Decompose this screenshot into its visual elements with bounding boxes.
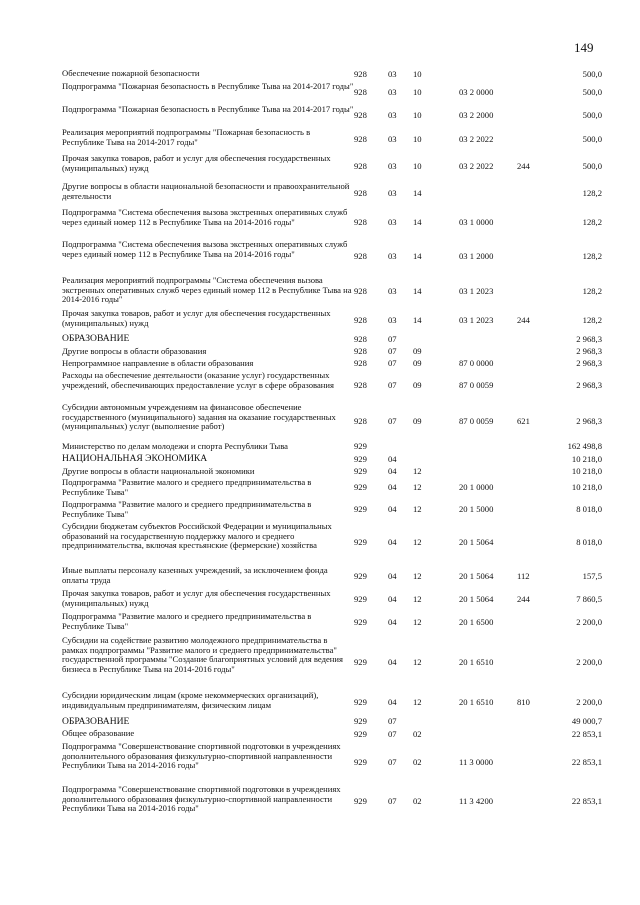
- row-subsection-code: 12: [413, 593, 422, 604]
- row-name: Подпрограмма "Система обеспечения вызова экстренных оперативных служб через единый номер 112 в Республике Тыва на 2014-2016 годы": [62, 207, 348, 227]
- row-section-code: 07: [388, 728, 397, 739]
- row-admin-code: 928: [354, 333, 367, 344]
- table-row: [62, 741, 602, 784]
- row-target-article: [459, 466, 517, 477]
- table-row: [62, 370, 602, 402]
- row-name: Субсидии автономным учреждениям на финансовое обеспечение государственного (муниципального) задания на оказание государственных (муниципальных) услуг (выполнение работ): [62, 402, 336, 432]
- row-admin-code: 928: [354, 380, 367, 391]
- row-name: Расходы на обеспечение деятельности (оказание услуг) государственных учреждений, обеспечивающих предоставление услуг в сфере образования: [62, 370, 334, 390]
- table-row: [62, 453, 602, 466]
- row-amount: 22 853,1: [571, 756, 602, 767]
- row-subsection-code: 09: [413, 358, 422, 369]
- row-name: Подпрограмма "Пожарная безопасность в Республике Тыва на 2014-2017 годы": [62, 104, 354, 114]
- row-amount: 128,2: [582, 314, 602, 325]
- row-amount: 22 853,1: [571, 728, 602, 739]
- budget-table: [62, 68, 602, 820]
- row-admin-code: 929: [354, 593, 367, 604]
- table-row: [62, 716, 602, 728]
- table-row: [62, 466, 602, 477]
- row-expense-type: [517, 275, 543, 308]
- table-row: [62, 346, 602, 358]
- row-target-article: 03 2 0000: [459, 86, 494, 97]
- row-admin-code: 929: [354, 656, 367, 667]
- table-row: [62, 402, 602, 441]
- row-expense-type: [517, 81, 543, 104]
- row-amount: 2 968,3: [576, 346, 602, 357]
- row-amount: 157,5: [582, 570, 602, 581]
- row-section-code: 04: [388, 504, 397, 515]
- row-target-article: 20 1 6510: [459, 656, 494, 667]
- row-amount: 8 018,0: [576, 537, 602, 548]
- row-subsection-code: 14: [413, 188, 422, 199]
- row-section-code: 04: [388, 593, 397, 604]
- row-amount: 500,0: [582, 161, 602, 172]
- row-admin-code: 929: [354, 716, 367, 727]
- row-admin-code: 929: [354, 453, 367, 464]
- row-target-article: [459, 728, 517, 741]
- row-name: Подпрограмма "Совершенствование спортивной подготовки в учреждениях дополнительного образования физкультурно-спортивной направленности Республики Тыва на 2014-2016 годы": [62, 741, 341, 771]
- row-amount: 500,0: [582, 68, 602, 79]
- row-subsection-code: 12: [413, 466, 422, 476]
- row-name: НАЦИОНАЛЬНАЯ ЭКОНОМИКА: [62, 453, 208, 464]
- row-expense-type: [517, 611, 543, 635]
- row-expense-type: [517, 181, 543, 207]
- row-name: Прочая закупка товаров, работ и услуг для обеспечения государственных (муниципальных) нужд: [62, 308, 331, 328]
- row-amount: 2 968,3: [576, 358, 602, 369]
- table-row: [62, 565, 602, 588]
- row-admin-code: 929: [354, 466, 367, 476]
- row-name: Непрограммное направление в области образования: [62, 358, 254, 368]
- row-name: Обеспечение пожарной безопасности: [62, 68, 200, 78]
- row-subsection-code: 10: [413, 68, 422, 79]
- row-amount: 10 218,0: [571, 453, 602, 464]
- row-expense-type: [517, 521, 543, 565]
- row-admin-code: 928: [354, 161, 367, 172]
- row-amount: 500,0: [582, 86, 602, 97]
- row-amount: 2 968,3: [576, 415, 602, 426]
- row-admin-code: 928: [354, 358, 367, 369]
- row-subsection-code: 10: [413, 161, 422, 172]
- row-expense-type: [517, 127, 543, 153]
- row-section-code: [388, 441, 413, 453]
- row-name: Подпрограмма "Пожарная безопасность в Республике Тыва на 2014-2017 годы": [62, 81, 354, 91]
- row-target-article: [459, 346, 517, 358]
- row-name: Другие вопросы в области образования: [62, 346, 207, 356]
- row-subsection-code: 02: [413, 728, 422, 739]
- row-section-code: 03: [388, 314, 397, 325]
- row-subsection-code: 12: [413, 617, 422, 628]
- row-subsection-code: [413, 453, 459, 466]
- row-amount: 128,2: [582, 251, 602, 262]
- row-subsection-code: 14: [413, 285, 422, 296]
- row-amount: 7 860,5: [576, 593, 602, 604]
- row-amount: 2 968,3: [576, 380, 602, 391]
- row-expense-type: [517, 477, 543, 499]
- row-admin-code: 929: [354, 697, 367, 708]
- row-subsection-code: 12: [413, 697, 422, 708]
- row-name: Субсидии на содействие развитию молодежного предпринимательства в рамках подпрограммы "Развитие малого и среднего предпринимательства" государственной программы "Создание благоприятных условий для ведения бизнеса в Республике Тыва на 2014-2016 годы": [62, 635, 343, 674]
- row-expense-type: [517, 466, 543, 477]
- row-section-code: 04: [388, 537, 397, 548]
- row-expense-type: 244: [517, 161, 530, 172]
- row-name: Подпрограмма "Совершенствование спортивной подготовки в учреждениях дополнительного образования физкультурно-спортивной направленности Республики Тыва на 2014-2016 годы": [62, 784, 341, 814]
- row-expense-type: [517, 346, 543, 358]
- row-section-code: 07: [388, 333, 397, 344]
- row-name: Общее образование: [62, 728, 135, 738]
- row-target-article: 20 1 0000: [459, 482, 494, 493]
- row-admin-code: 929: [354, 796, 367, 807]
- row-subsection-code: [413, 716, 459, 728]
- row-section-code: 03: [388, 217, 397, 228]
- table-row: [62, 477, 602, 499]
- row-amount: 500,0: [582, 109, 602, 120]
- row-expense-type: [517, 333, 543, 346]
- row-expense-type: [517, 728, 543, 741]
- row-admin-code: 929: [354, 728, 367, 739]
- row-amount: 10 218,0: [571, 482, 602, 493]
- row-subsection-code: [413, 441, 459, 453]
- row-subsection-code: 14: [413, 251, 422, 262]
- row-name: Министерство по делам молодежи и спорта Республики Тыва: [62, 441, 288, 451]
- row-name: Субсидии бюджетам субъектов Российской Федерации и муниципальных образований на государственную поддержку малого и среднего предпринимательства, включая крестьянские (фермерские) хозяйства: [62, 521, 332, 551]
- row-amount: 22 853,1: [571, 796, 602, 807]
- row-subsection-code: 02: [413, 756, 422, 767]
- row-target-article: 20 1 5064: [459, 537, 494, 548]
- row-target-article: 03 2 2022: [459, 161, 494, 172]
- row-target-article: [459, 68, 517, 81]
- row-target-article: 20 1 5064: [459, 593, 494, 604]
- table-row: [62, 784, 602, 820]
- row-name: Прочая закупка товаров, работ и услуг для обеспечения государственных (муниципальных) нужд: [62, 153, 331, 173]
- table-row: [62, 239, 602, 275]
- table-row: [62, 181, 602, 207]
- row-admin-code: 928: [354, 285, 367, 296]
- row-section-code: 07: [388, 796, 397, 807]
- table-row: [62, 127, 602, 153]
- row-target-article: [459, 453, 517, 466]
- row-target-article: 20 1 6500: [459, 617, 494, 628]
- row-expense-type: [517, 716, 543, 728]
- row-subsection-code: 10: [413, 134, 422, 145]
- row-admin-code: 928: [354, 314, 367, 325]
- row-section-code: 03: [388, 251, 397, 262]
- row-amount: 2 968,3: [576, 333, 602, 344]
- row-subsection-code: 02: [413, 796, 422, 807]
- row-target-article: 87 0 0000: [459, 358, 494, 369]
- row-admin-code: 928: [354, 134, 367, 145]
- row-admin-code: 929: [354, 441, 367, 452]
- row-amount: 2 200,0: [576, 656, 602, 667]
- row-target-article: 03 1 0000: [459, 217, 494, 228]
- row-expense-type: [517, 741, 543, 784]
- row-section-code: 03: [388, 68, 397, 79]
- row-name: Иные выплаты персоналу казенных учреждений, за исключением фонда оплаты труда: [62, 565, 328, 585]
- row-expense-type: [517, 239, 543, 275]
- table-row: [62, 441, 602, 453]
- row-name: Подпрограмма "Развитие малого и среднего предпринимательства в Республике Тыва": [62, 477, 312, 497]
- row-section-code: 04: [388, 617, 397, 628]
- row-target-article: 11 3 0000: [459, 756, 494, 767]
- row-target-article: 03 1 2023: [459, 314, 494, 325]
- row-section-code: 07: [388, 346, 397, 357]
- row-admin-code: 928: [354, 251, 367, 262]
- row-section-code: 04: [388, 697, 397, 708]
- row-admin-code: 928: [354, 217, 367, 228]
- row-target-article: 20 1 6510: [459, 697, 494, 708]
- row-expense-type: [517, 635, 543, 690]
- row-expense-type: 244: [517, 314, 530, 325]
- row-amount: 162 498,8: [567, 441, 602, 452]
- table-row: [62, 358, 602, 370]
- row-admin-code: 928: [354, 415, 367, 426]
- row-expense-type: [517, 499, 543, 521]
- table-body: [62, 68, 602, 820]
- row-expense-type: [517, 784, 543, 820]
- row-target-article: 03 2 2000: [459, 109, 494, 120]
- table-row: [62, 81, 602, 104]
- row-expense-type: [517, 207, 543, 239]
- row-admin-code: 929: [354, 756, 367, 767]
- row-target-article: 20 1 5000: [459, 504, 494, 515]
- table-row: [62, 690, 602, 716]
- table-row: [62, 499, 602, 521]
- row-target-article: 20 1 5064: [459, 570, 494, 581]
- row-name: Подпрограмма "Развитие малого и среднего предпринимательства в Республике Тыва": [62, 499, 312, 519]
- table-row: [62, 728, 602, 741]
- row-expense-type: 244: [517, 593, 530, 604]
- row-section-code: 04: [388, 656, 397, 667]
- row-subsection-code: 12: [413, 504, 422, 515]
- row-expense-type: [517, 68, 543, 81]
- row-subsection-code: 14: [413, 217, 422, 228]
- row-name: Подпрограмма "Развитие малого и среднего предпринимательства в Республике Тыва": [62, 611, 312, 631]
- row-subsection-code: 09: [413, 380, 422, 391]
- row-section-code: 07: [388, 415, 397, 426]
- row-admin-code: 928: [354, 86, 367, 97]
- row-amount: 128,2: [582, 285, 602, 296]
- row-amount: 128,2: [582, 188, 602, 199]
- row-name: ОБРАЗОВАНИЕ: [62, 333, 130, 344]
- row-name: Другие вопросы в области национальной безопасности и правоохранительной деятельности: [62, 181, 350, 201]
- row-target-article: 03 1 2023: [459, 285, 494, 296]
- row-amount: 49 000,7: [571, 716, 602, 727]
- page-number: 149: [574, 40, 594, 55]
- row-expense-type: [517, 441, 543, 453]
- row-section-code: 04: [388, 570, 397, 581]
- table-row: [62, 275, 602, 308]
- row-admin-code: 929: [354, 537, 367, 548]
- row-target-article: 11 3 4200: [459, 796, 494, 807]
- table-row: [62, 521, 602, 565]
- row-name: Прочая закупка товаров, работ и услуг для обеспечения государственных (муниципальных) нужд: [62, 588, 331, 608]
- row-expense-type: 112: [517, 570, 530, 581]
- row-section-code: 04: [388, 453, 397, 464]
- row-section-code: 03: [388, 134, 397, 145]
- row-target-article: [459, 441, 517, 453]
- row-section-code: 04: [388, 482, 397, 493]
- row-subsection-code: [413, 333, 459, 346]
- table-row: [62, 635, 602, 690]
- row-section-code: 07: [388, 380, 397, 391]
- row-admin-code: 928: [354, 346, 367, 357]
- row-amount: 500,0: [582, 134, 602, 145]
- table-row: [62, 333, 602, 346]
- row-target-article: [459, 333, 517, 346]
- row-subsection-code: 12: [413, 656, 422, 667]
- row-amount: 128,2: [582, 217, 602, 228]
- row-section-code: 03: [388, 188, 397, 199]
- row-section-code: 07: [388, 756, 397, 767]
- table-row: [62, 588, 602, 611]
- table-row: [62, 611, 602, 635]
- row-target-article: 87 0 0059: [459, 380, 494, 391]
- row-name: Реализация мероприятий подпрограммы "Система обеспечения вызова экстренных оперативных служб через единый номер 112 в Республике Тыва на 2014-2016 годы": [62, 275, 352, 305]
- table-row: [62, 153, 602, 181]
- row-section-code: 03: [388, 285, 397, 296]
- row-amount: 10 218,0: [571, 466, 602, 476]
- row-target-article: 03 2 2022: [459, 134, 494, 145]
- row-amount: 2 200,0: [576, 617, 602, 628]
- row-admin-code: 929: [354, 617, 367, 628]
- row-name: Другие вопросы в области национальной экономики: [62, 466, 255, 476]
- row-admin-code: 928: [354, 109, 367, 120]
- row-expense-type: [517, 370, 543, 402]
- row-name: ОБРАЗОВАНИЕ: [62, 716, 130, 727]
- row-section-code: 03: [388, 161, 397, 172]
- row-name: Подпрограмма "Система обеспечения вызова экстренных оперативных служб через единый номер 112 в Республике Тыва на 2014-2016 годы": [62, 239, 348, 259]
- row-subsection-code: 12: [413, 537, 422, 548]
- row-expense-type: [517, 453, 543, 466]
- row-expense-type: [517, 104, 543, 127]
- row-section-code: 04: [388, 466, 397, 476]
- row-expense-type: 621: [517, 415, 530, 426]
- row-target-article: 87 0 0059: [459, 415, 494, 426]
- row-admin-code: 928: [354, 188, 367, 199]
- row-section-code: 03: [388, 109, 397, 120]
- row-name: Субсидии юридическим лицам (кроме некоммерческих организаций), индивидуальным предпринимателям, физическим лицам: [62, 690, 319, 710]
- row-name: Реализация мероприятий подпрограммы "Пожарная безопасность в Республике Тыва на 2014-2017 годы": [62, 127, 311, 147]
- row-admin-code: 929: [354, 482, 367, 493]
- row-expense-type: [517, 358, 543, 370]
- row-target-article: [459, 716, 517, 728]
- table-row: [62, 207, 602, 239]
- row-target-article: 03 1 2000: [459, 251, 494, 262]
- row-subsection-code: 14: [413, 314, 422, 325]
- row-amount: 8 018,0: [576, 504, 602, 515]
- row-admin-code: 929: [354, 504, 367, 515]
- row-subsection-code: 09: [413, 415, 422, 426]
- row-subsection-code: 09: [413, 346, 422, 357]
- row-target-article: [459, 181, 517, 207]
- row-section-code: 07: [388, 716, 397, 727]
- row-amount: 2 200,0: [576, 697, 602, 708]
- row-expense-type: 810: [517, 697, 530, 708]
- row-section-code: 07: [388, 358, 397, 369]
- row-admin-code: 928: [354, 68, 367, 79]
- row-subsection-code: 10: [413, 86, 422, 97]
- row-subsection-code: 12: [413, 570, 422, 581]
- row-subsection-code: 12: [413, 482, 422, 493]
- table-row: [62, 308, 602, 333]
- row-subsection-code: 10: [413, 109, 422, 120]
- row-admin-code: 929: [354, 570, 367, 581]
- table-row: [62, 104, 602, 127]
- row-section-code: 03: [388, 86, 397, 97]
- table-row: [62, 68, 602, 81]
